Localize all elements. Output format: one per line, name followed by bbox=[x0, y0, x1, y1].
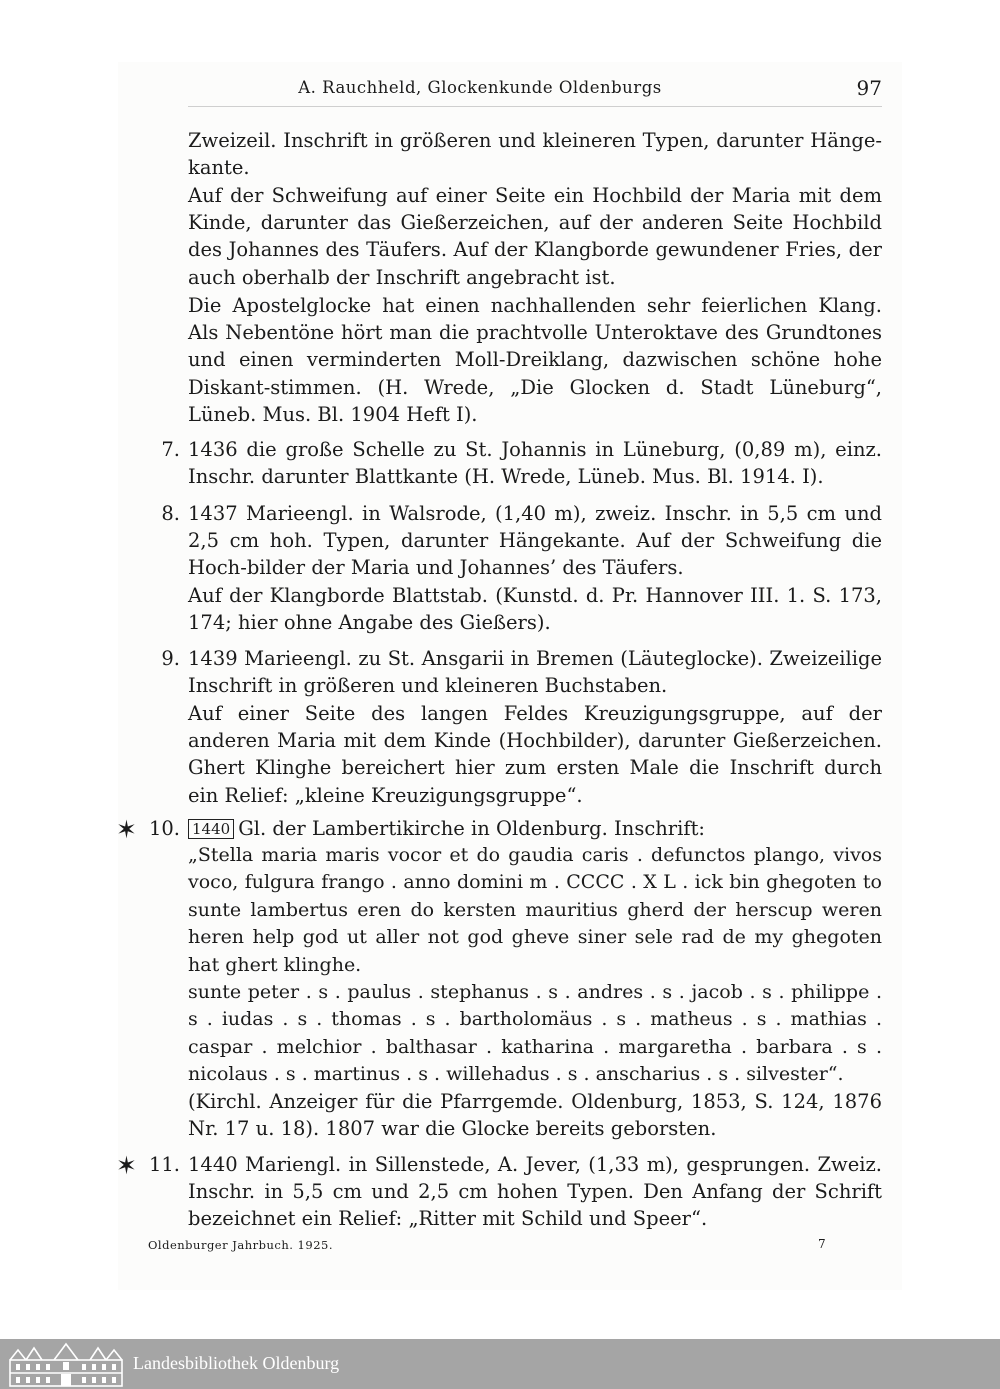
entry-number-9: 9. bbox=[161, 647, 180, 670]
entry-number-8: 8. bbox=[161, 502, 180, 525]
entry-10-inscription: „Stella maria maris vocor et do gaudia caris . defunctos plango, vivos voco, fulgura frango . anno domini m . CCCC . X L . ick bin ghegoten to sunte lambertus eren do kersten mauritius gherd der herscup weren heren help god ut aller not god gheve siner sele rad de my ghegoten hat ghert klinghe. bbox=[188, 844, 882, 976]
paragraph-intro-2: Auf der Schweifung auf einer Seite ein Hochbild der Maria mit dem Kinde, darunter das Gießerzeichen, auf der anderen Seite Hochbild des Johannes des Täufers. Auf der Klangborde gewundener Fries, der auch oberhalb der Inschrift angebracht ist. bbox=[188, 184, 882, 289]
entry-8-text-2: Auf der Klangborde Blattstab. (Kunstd. d. Pr. Hannover III. 1. S. 173, 174; hier ohne Angabe des Gießers). bbox=[188, 584, 882, 635]
entry-9-text-2: Auf einer Seite des langen Feldes Kreuzigungsgruppe, auf der anderen Maria mit dem Kinde (Hochbilder), darunter Gießerzeichen. Ghert Klinghe bereichert hier zum ersten Male die Inschrift durch ein Relief: „kleine Kreuzigungsgruppe“. bbox=[188, 702, 882, 807]
star-mark-icon: ✶ bbox=[116, 815, 137, 844]
entry-10-first-line: Gl. der Lambertikirche in Oldenburg. Inschrift: bbox=[238, 817, 705, 840]
paragraph-intro-3: Die Apostelglocke hat einen nachhallenden sehr feierlichen Klang. Als Nebentöne hört man die prachtvolle Unteroktave des Grundtones und einen verminderten Moll-Dreiklang, dazwischen schöne hohe Diskant-stimmen. (H. Wrede, „Die Glocken d. Stadt Lüneburg“, Lüneb. Mus. Bl. 1904 Heft I). bbox=[188, 294, 882, 426]
library-bar bbox=[0, 1339, 1000, 1389]
library-name: Landesbibliothek Oldenburg bbox=[133, 1353, 340, 1373]
entry-number-7: 7. bbox=[161, 438, 180, 461]
paragraph-intro-1: Zweizeil. Inschrift in größeren und kleineren Typen, darunter Hänge-kante. bbox=[188, 129, 882, 180]
entry-8-text: 1437 Marieengl. in Walsrode, (1,40 m), zweiz. Inschr. in 5,5 cm und 2,5 cm hoh. Typen, darunter Hängekante. Auf der Schweifung die Hoch-bilder der Maria und Johannes’ des Täufers. bbox=[188, 502, 882, 580]
running-header bbox=[188, 76, 882, 107]
library-building-icon bbox=[6, 1340, 126, 1388]
running-title: A. Rauchheld, Glockenkunde Oldenburgs bbox=[298, 78, 662, 97]
boxed-year: 1440 bbox=[188, 819, 234, 839]
page-number: 97 bbox=[856, 76, 882, 100]
entry-9-text: 1439 Marieengl. zu St. Ansgarii in Bremen (Läuteglocke). Zweizeilige Inschrift in größeren und kleineren Buchstaben. bbox=[188, 647, 882, 698]
entry-10-heading bbox=[188, 815, 882, 842]
footer-signature: 7 bbox=[818, 1237, 826, 1251]
entry-11-text: 1440 Mariengl. in Sillenstede, A. Jever, (1,33 m), gesprungen. Zweiz. Inschr. in 5,5 cm und 2,5 cm hohen Typen. Den Anfang der Schrift bezeichnet ein Relief: „Ritter mit Schild und Speer“. bbox=[188, 1153, 882, 1231]
entry-number-10: 10. bbox=[148, 817, 180, 840]
entry-7-text: 1436 die große Schelle zu St. Johannis in Lüneburg, (0,89 m), einz. Inschr. darunter Blattkante (H. Wrede, Lüneb. Mus. Bl. 1914. I). bbox=[188, 438, 882, 489]
star-mark-icon: ✶ bbox=[116, 1151, 137, 1180]
entry-number-11: 11. bbox=[148, 1153, 180, 1176]
footer-journal: Oldenburger Jahrbuch. 1925. bbox=[148, 1238, 333, 1252]
entry-10-saints: sunte peter . s . paulus . stephanus . s . andres . s . jacob . s . philippe . s . iudas . s . thomas . s . bartholomäus . s . matheus . s . mathias . caspar . melchior . balthasar . katharina . margaretha . barbara . s . nicolaus . s . martinus . s . willehadus . s . anscharius . s . silvester“. bbox=[188, 981, 882, 1086]
entry-10-source: (Kirchl. Anzeiger für die Pfarrgemde. Oldenburg, 1853, S. 124, 1876 Nr. 17 u. 18). 1807 war die Glocke bereits geborsten. bbox=[188, 1090, 882, 1141]
